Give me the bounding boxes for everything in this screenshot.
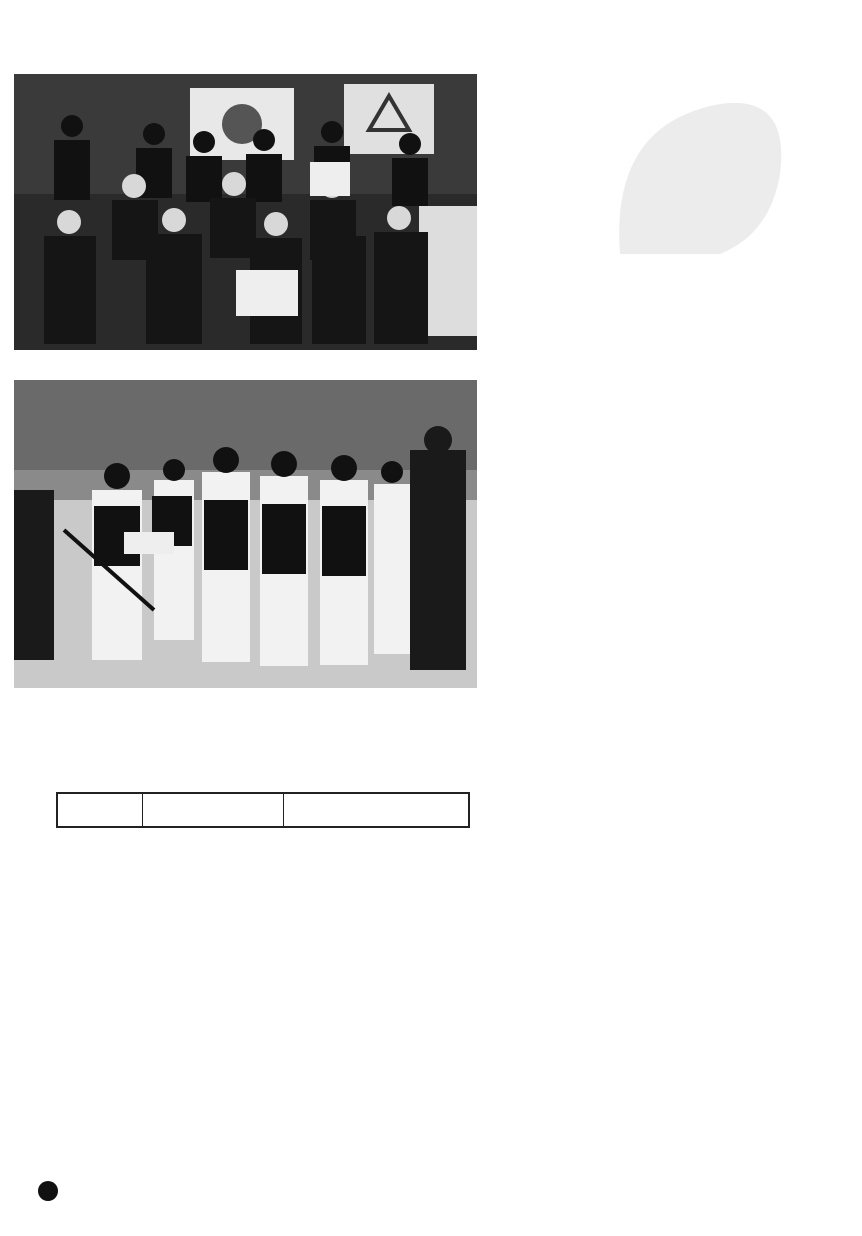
flag-presentation-photo: [14, 380, 477, 688]
page-number: [38, 1181, 58, 1201]
male-section-body: [486, 746, 578, 1176]
header-female: [284, 793, 470, 827]
headline-swirl-decoration: [600, 84, 800, 264]
results-header-row: [57, 793, 469, 827]
article-col-1: [486, 300, 680, 736]
article-col-3: [630, 744, 802, 960]
team-photo: [14, 74, 477, 350]
header-rank: [57, 793, 143, 827]
results-table: [56, 792, 470, 828]
header-male: [143, 793, 284, 827]
article-col-4: [630, 966, 802, 1174]
